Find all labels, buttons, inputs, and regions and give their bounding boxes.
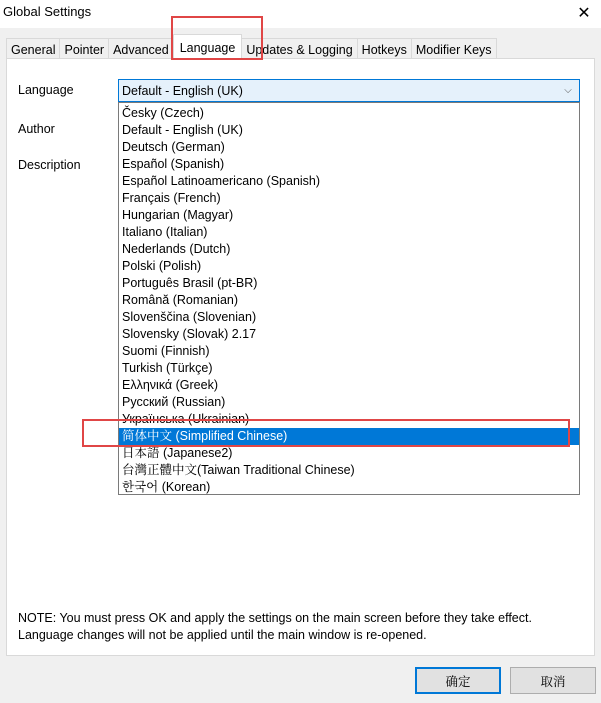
- author-label: Author: [18, 122, 55, 136]
- language-label: Language: [18, 83, 74, 97]
- dropdown-option[interactable]: Hungarian (Magyar): [122, 208, 234, 222]
- dropdown-option[interactable]: Suomi (Finnish): [122, 344, 210, 358]
- note-line-2: Language changes will not be applied until the main window is re-opened.: [18, 628, 427, 642]
- dropdown-option[interactable]: 한국어 (Korean): [122, 480, 211, 494]
- dropdown-option[interactable]: Default - English (UK): [122, 123, 243, 137]
- chevron-down-icon[interactable]: ⌵: [564, 84, 572, 96]
- note-text: [18, 610, 578, 644]
- tab-general[interactable]: General: [6, 38, 60, 60]
- dropdown-option[interactable]: Español Latinoamericano (Spanish): [122, 174, 321, 188]
- tab-updates-logging[interactable]: Updates & Logging: [241, 38, 357, 60]
- dropdown-option[interactable]: Español (Spanish): [122, 157, 225, 171]
- cancel-button[interactable]: 取消: [510, 667, 596, 694]
- dropdown-option[interactable]: Turkish (Türkçe): [122, 361, 213, 375]
- note-line-1: NOTE: You must press OK and apply the settings on the main screen before they take effect.: [18, 611, 532, 625]
- dropdown-option[interactable]: Português Brasil (pt-BR): [122, 276, 258, 290]
- language-dropdown-list: [118, 102, 580, 495]
- dropdown-option[interactable]: 日本語 (Japanese2): [122, 446, 233, 460]
- ok-button[interactable]: 确定: [415, 667, 501, 694]
- dropdown-option[interactable]: Română (Romanian): [122, 293, 239, 307]
- dropdown-option[interactable]: Slovensky (Slovak) 2.17: [122, 327, 257, 341]
- tab-pointer[interactable]: Pointer: [59, 38, 109, 60]
- dropdown-option[interactable]: Česky (Czech): [122, 106, 204, 120]
- dropdown-option[interactable]: 简体中文 (Simplified Chinese): [119, 428, 579, 445]
- language-select[interactable]: [118, 79, 580, 102]
- dropdown-option[interactable]: Français (French): [122, 191, 221, 205]
- tab-strip: [6, 36, 496, 58]
- dropdown-option[interactable]: 台灣正體中文(Taiwan Traditional Chinese): [122, 463, 355, 477]
- dropdown-option[interactable]: Italiano (Italian): [122, 225, 208, 239]
- description-label: Description: [18, 158, 81, 172]
- dropdown-option[interactable]: Slovenščina (Slovenian): [122, 310, 257, 324]
- tab-hotkeys[interactable]: Hotkeys: [357, 38, 412, 60]
- dropdown-option[interactable]: Deutsch (German): [122, 140, 225, 154]
- tab-advanced[interactable]: Advanced: [108, 38, 174, 60]
- dropdown-option[interactable]: Polski (Polish): [122, 259, 202, 273]
- dropdown-option[interactable]: Ελληνικά (Greek): [122, 378, 218, 392]
- dropdown-option[interactable]: Українська (Ukrainian): [122, 412, 250, 426]
- title-bar: [0, 0, 601, 28]
- dropdown-option[interactable]: Nederlands (Dutch): [122, 242, 231, 256]
- language-select-value: Default - English (UK): [122, 83, 243, 98]
- dropdown-option[interactable]: Русский (Russian): [122, 395, 226, 409]
- close-icon[interactable]: ✕: [577, 5, 591, 22]
- tab-modifier-keys[interactable]: Modifier Keys: [411, 38, 497, 60]
- tab-language[interactable]: Language: [173, 34, 243, 60]
- window-title: Global Settings: [3, 4, 92, 19]
